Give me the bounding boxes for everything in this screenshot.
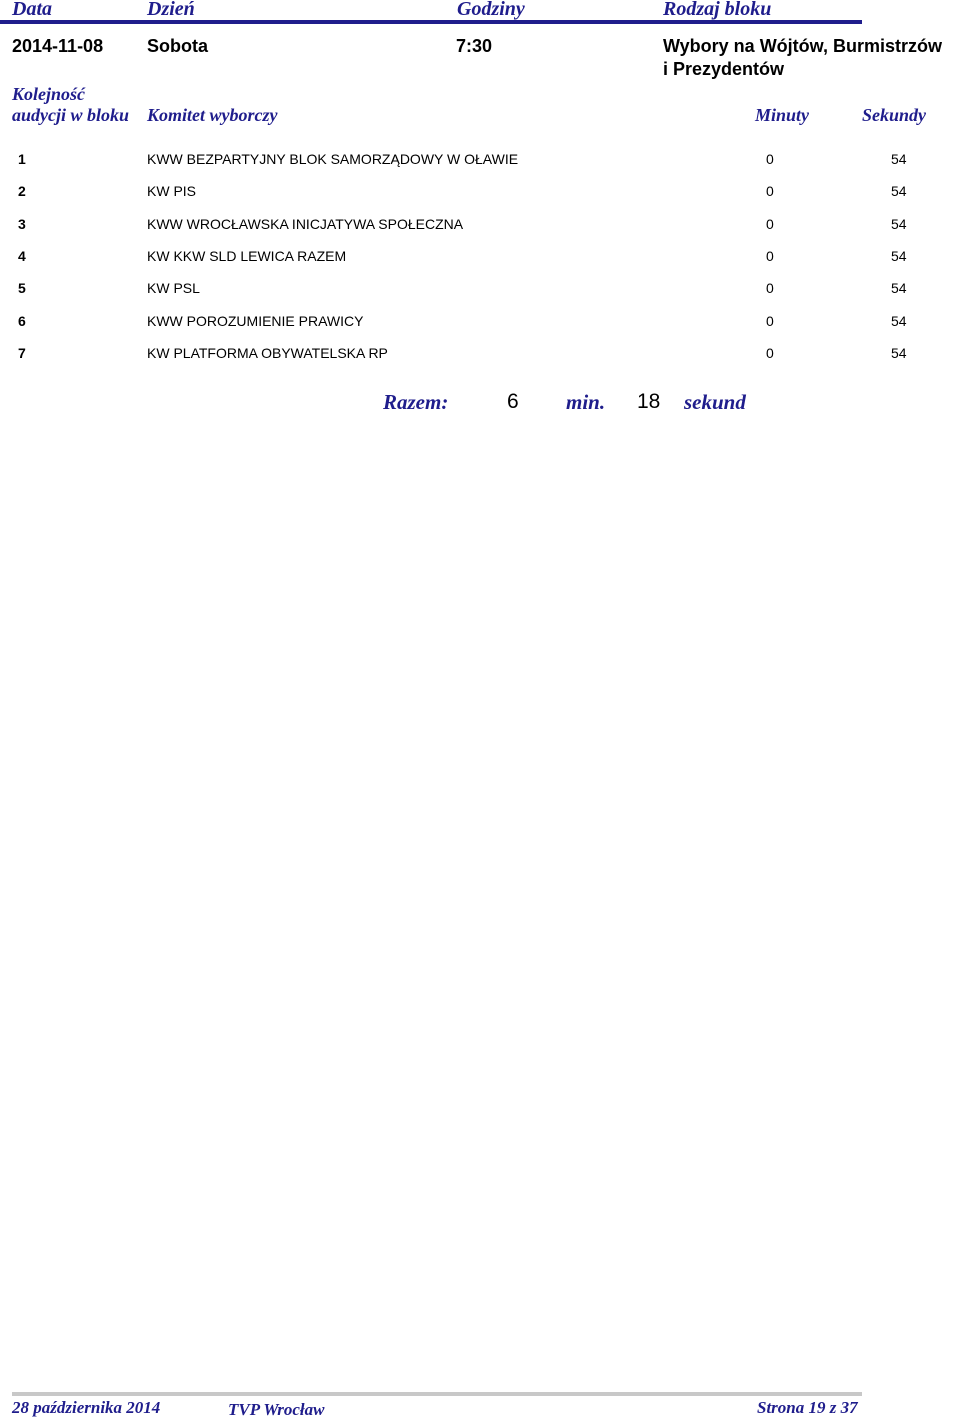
row-minutes: 0 — [766, 247, 774, 264]
row-committee-name: KW PIS — [147, 183, 197, 200]
row-seconds: 54 — [891, 215, 907, 232]
table-row — [0, 151, 960, 175]
row-number: 1 — [18, 151, 26, 167]
row-seconds: 54 — [891, 344, 907, 361]
header-rodzaj-bloku: Rodzaj bloku — [663, 0, 772, 20]
total-minutes: 6 — [507, 390, 519, 413]
col-order-line1: Kolejność — [12, 84, 86, 104]
footer-rule — [12, 1392, 862, 1396]
row-minutes: 0 — [766, 280, 774, 297]
row-minutes: 0 — [766, 183, 774, 200]
row-number: 3 — [18, 215, 26, 232]
header-godziny: Godziny — [457, 0, 525, 20]
header-rule — [0, 20, 862, 24]
footer-page: Strona 19 z 37 — [757, 1398, 858, 1417]
row-number: 6 — [18, 312, 26, 329]
total-seconds: 18 — [637, 390, 661, 413]
footer-station: TVP Wrocław — [228, 1400, 325, 1419]
col-order-line2: audycji w bloku — [12, 105, 130, 125]
row-minutes: 0 — [766, 215, 774, 232]
row-number: 2 — [18, 183, 26, 200]
block-type-line1: Wybory na Wójtów, Burmistrzów — [663, 36, 943, 56]
row-committee-name: KW PSL — [147, 280, 200, 297]
table-row — [0, 345, 960, 369]
total-min-unit: min. — [566, 390, 606, 414]
block-time: 7:30 — [456, 36, 493, 56]
table-row — [0, 183, 960, 207]
row-committee-name: KW KKW SLD LEWICA RAZEM — [147, 247, 347, 264]
col-minutes: Minuty — [755, 105, 810, 125]
row-committee-name: KWW POROZUMIENIE PRAWICY — [147, 312, 364, 329]
row-committee-name: KW PLATFORMA OBYWATELSKA RP — [147, 344, 388, 361]
table-row — [0, 248, 960, 272]
row-seconds: 54 — [891, 151, 907, 167]
total-sec-unit: sekund — [684, 390, 746, 414]
row-committee-name: KWW BEZPARTYJNY BLOK SAMORZĄDOWY W OŁAWIE — [147, 151, 519, 167]
col-seconds: Sekundy — [862, 105, 927, 125]
row-minutes: 0 — [766, 151, 774, 167]
row-minutes: 0 — [766, 344, 774, 361]
block-type-line2: i Prezydentów — [663, 59, 785, 79]
footer-date: 28 października 2014 — [12, 1398, 161, 1417]
row-number: 5 — [18, 280, 26, 297]
header-data: Data — [12, 0, 52, 20]
row-minutes: 0 — [766, 312, 774, 329]
row-seconds: 54 — [891, 247, 907, 264]
total-label: Razem: — [383, 390, 449, 414]
block-date: 2014-11-08 — [12, 36, 104, 56]
table-row — [0, 216, 960, 240]
col-committee: Komitet wyborczy — [147, 105, 278, 125]
table-row — [0, 313, 960, 337]
row-seconds: 54 — [891, 183, 907, 200]
block-day: Sobota — [147, 36, 208, 56]
row-committee-name: KWW WROCŁAWSKA INICJATYWA SPOŁECZNA — [147, 215, 464, 232]
row-number: 7 — [18, 344, 26, 361]
row-seconds: 54 — [891, 312, 907, 329]
header-dzien: Dzień — [147, 0, 195, 20]
table-row — [0, 280, 960, 304]
row-seconds: 54 — [891, 280, 907, 297]
row-number: 4 — [18, 247, 26, 264]
